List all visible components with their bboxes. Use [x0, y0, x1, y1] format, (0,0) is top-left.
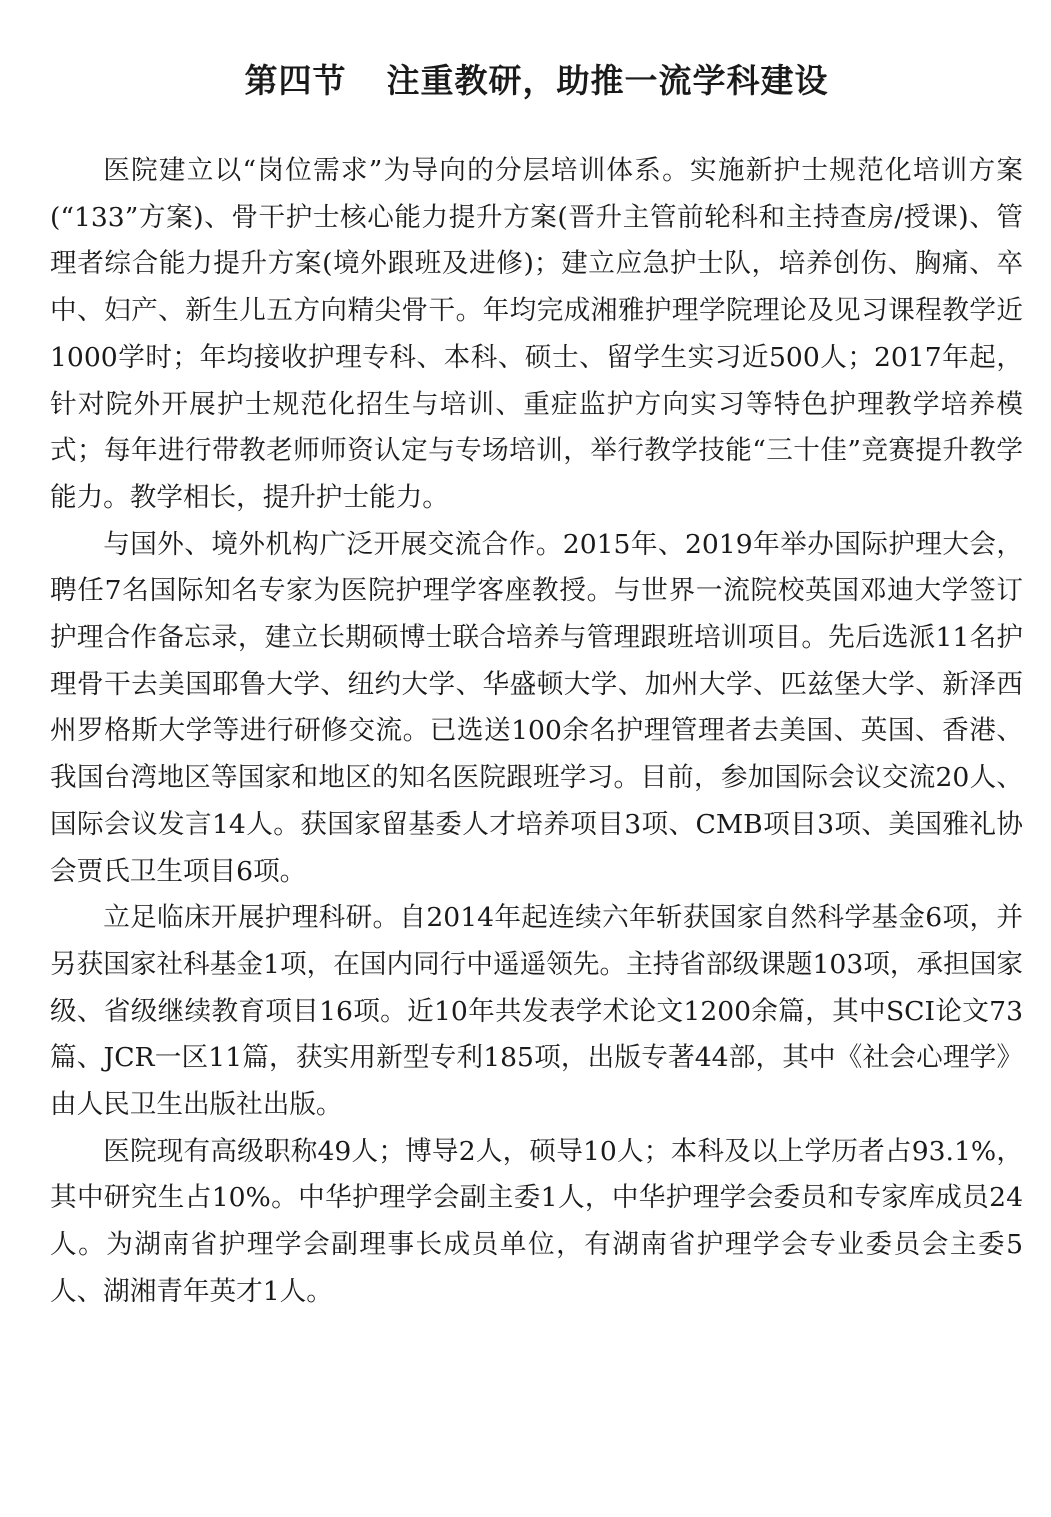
paragraph-nursing-research: 立足临床开展护理科研。自2014年起连续六年斩获国家自然科学基金6项，并另获国家社科基金1项，在国内同行中遥遥领先。主持省部级课题103项，承担国家级、省级继续教育项目16项。近10年共发表学术论文1200余篇，其中SCI论文73篇、JCR一区11篇，获实用新型专利185项，出版专著44部，其中《社会心理学》由人民卫生出版社出版。 [50, 902, 1023, 1121]
section-heading [50, 58, 1023, 104]
section-number: 第四节 [244, 61, 347, 100]
section-title: 注重教研，助推一流学科建设 [386, 61, 829, 100]
paragraph-teaching-training: 医院建立以“岗位需求”为导向的分层培训体系。实施新护士规范化培训方案(“133”方案)、骨干护士核心能力提升方案(晋升主管前轮科和主持查房/授课)、管理者综合能力提升方案(境外跟班及进修)；建立应急护士队，培养创伤、胸痛、卒中、妇产、新生儿五方向精尖骨干。年均完成湘雅护理学院理论及见习课程教学近1000学时；年均接收护理专科、本科、硕士、留学生实习近500人；2017年起，针对院外开展护士规范化招生与培训、重症监护方向实习等特色护理教学培养模式；每年进行带教老师师资认定与专场培训，举行教学技能“三十佳”竞赛提升教学能力。教学相长，提升护士能力。 [50, 155, 1023, 513]
paragraph-staff-qualifications: 医院现有高级职称49人；博导2人，硕导10人；本科及以上学历者占93.1%，其中研究生占10%。中华护理学会副主委1人，中华护理学会委员和专家库成员24人。为湖南省护理学会副理事长成员单位，有湖南省护理学会专业委员会主委5人、湖湘青年英才1人。 [50, 1135, 1023, 1307]
paragraph-international-exchange: 与国外、境外机构广泛开展交流合作。2015年、2019年举办国际护理大会，聘任7名国际知名专家为医院护理学客座教授。与世界一流院校英国邓迪大学签订护理合作备忘录，建立长期硕博士联合培养与管理跟班培训项目。先后选派11名护理骨干去美国耶鲁大学、纽约大学、华盛顿大学、加州大学、匹兹堡大学、新泽西州罗格斯大学等进行研修交流。已选送100余名护理管理者去美国、英国、香港、我国台湾地区等国家和地区的知名医院跟班学习。目前，参加国际会议交流20人、国际会议发言14人。获国家留基委人才培养项目3项、CMB项目3项、美国雅礼协会贾氏卫生项目6项。 [50, 528, 1023, 887]
